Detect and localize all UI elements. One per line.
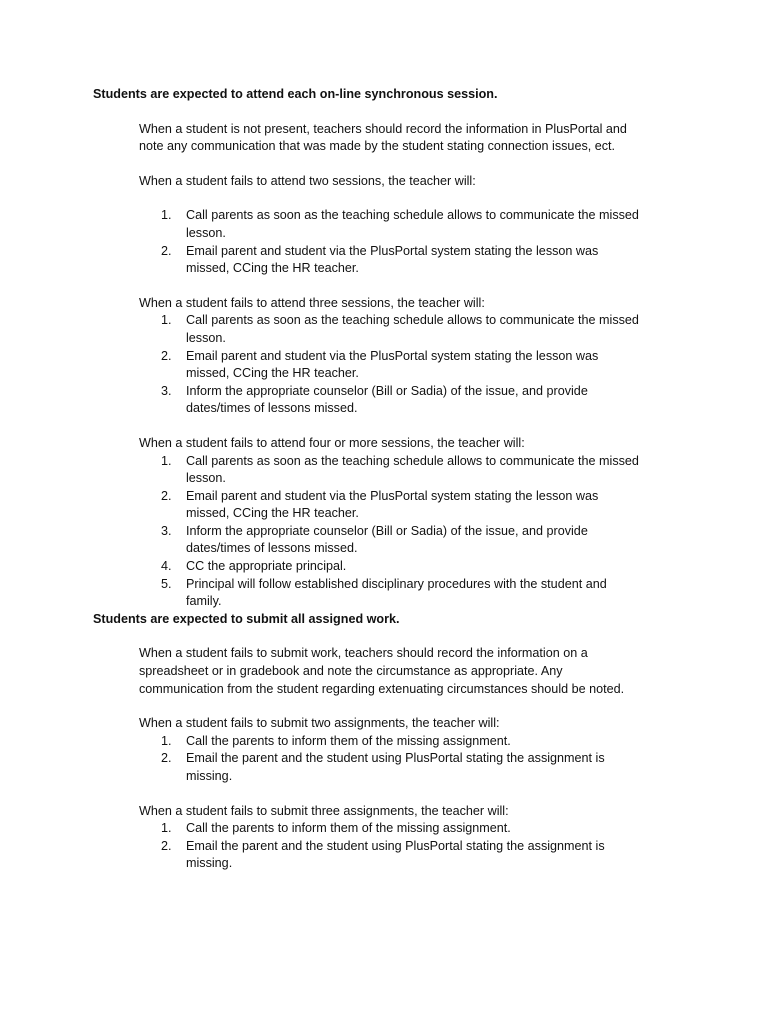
list-item-text: Email parent and student via the PlusPortal system stating the lesson was missed, CCing the HR teacher. [186,488,599,521]
list-item [139,558,639,576]
list-number: 2. [161,751,172,766]
list-number: 4. [161,559,172,574]
numbered-list [139,207,639,277]
list-item-text: Email parent and student via the PlusPortal system stating the lesson was missed, CCing the HR teacher. [186,243,599,276]
section-heading-attendance: Students are expected to attend each on-line synchronous session. [93,87,498,101]
list-number: 3. [161,383,172,398]
list-item-text: Inform the appropriate counselor (Bill or Sadia) of the issue, and provide dates/times of lessons missed. [186,523,588,556]
list-item-text: Call the parents to inform them of the missing assignment. [186,733,511,748]
list-number: 1. [161,733,172,748]
section-body-assignments [139,645,693,873]
list-item [139,733,639,751]
list-number: 2. [161,838,172,853]
section-heading-assignments: Students are expected to submit all assigned work. [93,611,400,626]
numbered-list [139,312,639,418]
group-intro: When a student fails to attend two sessions, the teacher will: [139,173,476,188]
list-item-text: Email parent and student via the PlusPortal system stating the lesson was missed, CCing the HR teacher. [186,348,599,381]
list-number: 2. [161,348,172,363]
list-item [139,820,639,838]
list-number: 1. [161,821,172,836]
list-item [139,523,639,558]
list-item-text: Call the parents to inform them of the missing assignment. [186,821,511,836]
list-item [139,207,639,242]
list-number: 2. [161,488,172,503]
list-item-text: Email the parent and the student using PlusPortal stating the assignment is missing. [186,838,605,871]
list-item-text: Call parents as soon as the teaching schedule allows to communicate the missed lesson. [186,208,639,240]
list-item-text: Principal will follow established disciplinary procedures with the student and family. [186,576,607,609]
group-intro: When a student fails to submit three assignments, the teacher will: [139,803,509,818]
document-content [93,86,693,873]
list-number: 2. [161,243,172,258]
numbered-list [139,820,639,873]
list-item-text: Email the parent and the student using PlusPortal stating the assignment is missing. [186,751,605,783]
list-item [139,383,639,418]
list-number: 1. [161,453,172,468]
group-intro: When a student fails to attend four or more sessions, the teacher will: [139,435,525,450]
list-item-text: Call parents as soon as the teaching schedule allows to communicate the missed lesson. [186,453,639,486]
list-item [139,243,639,278]
list-number: 3. [161,523,172,538]
list-item-text: Inform the appropriate counselor (Bill or Sadia) of the issue, and provide dates/times of lessons missed. [186,383,588,416]
list-item [139,838,639,873]
paragraph-attendance: When a student is not present, teachers should record the information in PlusPortal and note any communication that was made by the student stating connection issues, ect. [139,121,627,154]
group-intro: When a student fails to submit two assignments, the teacher will: [139,716,500,731]
list-item [139,348,639,383]
numbered-list [139,453,639,611]
list-item [139,488,639,523]
paragraph-assignments: When a student fails to submit work, teachers should record the information on a spreadsheet or in gradebook and note the circumstance as appropriate. Any communication from the student regarding extenuating circumstances should be noted. [139,646,625,696]
list-item [139,312,639,347]
list-number: 1. [161,208,172,223]
list-item-text: Call parents as soon as the teaching schedule allows to communicate the missed lesson. [186,313,639,345]
list-item [139,750,639,785]
section-body-attendance [139,121,693,611]
list-item [139,576,639,611]
list-item [139,453,639,488]
list-number: 1. [161,313,172,328]
list-item-text: CC the appropriate principal. [186,559,347,574]
numbered-list [139,733,639,786]
list-number: 5. [161,576,172,591]
group-intro: When a student fails to attend three sessions, the teacher will: [139,295,485,310]
